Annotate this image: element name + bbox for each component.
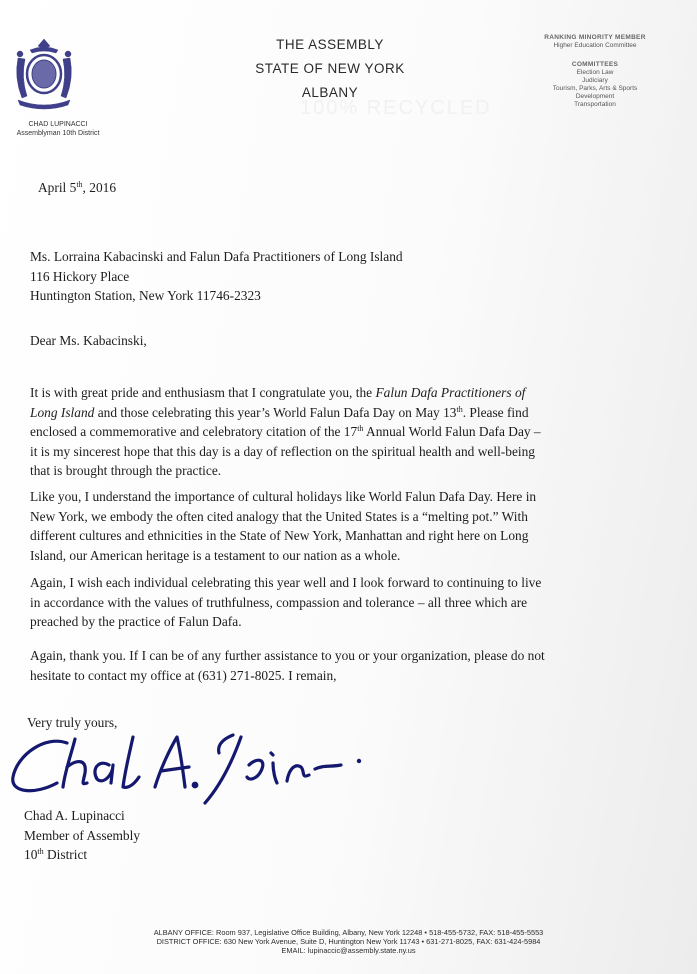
address-line: Ms. Lorraina Kabacinski and Falun Dafa Practitioners of Long Island: [30, 249, 403, 264]
paragraph-contact: Again, thank you. If I can be of any further assistance to you or your organization, please do not hesitate to contact my office at (631) 271-8025. I remain,: [30, 648, 545, 683]
state-name: STATE OF NEW YORK: [255, 61, 405, 76]
city-name: ALBANY: [301, 85, 359, 100]
committee-item: Election Law: [576, 69, 614, 76]
committees-title: COMMITTEES: [571, 61, 619, 68]
address-line: 116 Hickory Place: [30, 268, 130, 284]
recycled-watermark: 100% RECYCLED: [300, 97, 492, 119]
handwritten-signature: [5, 725, 365, 805]
letter-date: April 5th, 2016: [38, 180, 117, 195]
representative-name: CHAD LUPINACCI: [28, 121, 88, 128]
signer-title: Member of Assembly: [24, 827, 141, 843]
paragraph-wishes: Again, I wish each individual celebrating this year well and I look forward to continuing to live in accordance with the values of truthfulness, compassion and tolerance – all three which are preached by the practice of Falun Dafa.: [30, 575, 542, 629]
chamber-name: THE ASSEMBLY: [276, 37, 384, 52]
committee-item: Development: [575, 93, 615, 100]
committees-block: [530, 34, 660, 109]
signer-district: 10th District: [24, 847, 88, 862]
district-office: DISTRICT OFFICE: 630 New York Avenue, Suite D, Huntington New York 11743 • 631-271-8025, FAX: 631-424-5984: [156, 937, 541, 946]
paragraph-congratulations: It is with great pride and enthusiasm that I congratulate you, the Falun Dafa Practitioners of Long Island and those celebrating this year’s World Falun Dafa Day on May 13th. Please find enclosed a commemorative and celebratory citation of the 17th Annual World Falun Dafa Day – it is my sincerest hope that this day is a day of reflection on the spiritual health and well-being that is brought through the practice.: [30, 385, 541, 478]
paragraph-cultural-holidays: Like you, I understand the importance of cultural holidays like World Falun Dafa Day. Here in New York, we embody the often cited analogy that the United States is a “melting pot.” With different cultures and ethnicities in the State of New York, Manhattan and right here on Long Island, our American heritage is a testament to our nation as a whole.: [30, 489, 537, 563]
ranking-committee: Higher Education Committee: [553, 42, 637, 49]
complimentary-close: Very truly yours,: [27, 715, 118, 730]
recipient-address: [30, 247, 403, 306]
ranking-member-title: RANKING MINORITY MEMBER: [544, 34, 646, 41]
signature-block: [24, 806, 140, 865]
new-york-state-seal-icon: [10, 36, 78, 112]
signer-name: Chad A. Lupinacci: [24, 808, 125, 823]
office-email: EMAIL: lupinaccic@assembly.state.ny.us: [281, 946, 416, 955]
committee-item: Transportation: [574, 101, 616, 108]
representative-title: Assemblyman 10th District: [16, 130, 100, 137]
albany-office: ALBANY OFFICE: Room 937, Legislative Office Building, Albany, New York 12248 • 518-455-5732, FAX: 518-455-5553: [153, 928, 544, 937]
address-line: Huntington Station, New York 11746-2323: [30, 288, 261, 303]
committee-item: Judiciary: [582, 77, 608, 84]
representative-block: [8, 120, 108, 138]
office-footer: [0, 928, 697, 955]
salutation: Dear Ms. Kabacinski,: [30, 333, 147, 348]
committee-item: Tourism, Parks, Arts & Sports: [552, 85, 638, 92]
